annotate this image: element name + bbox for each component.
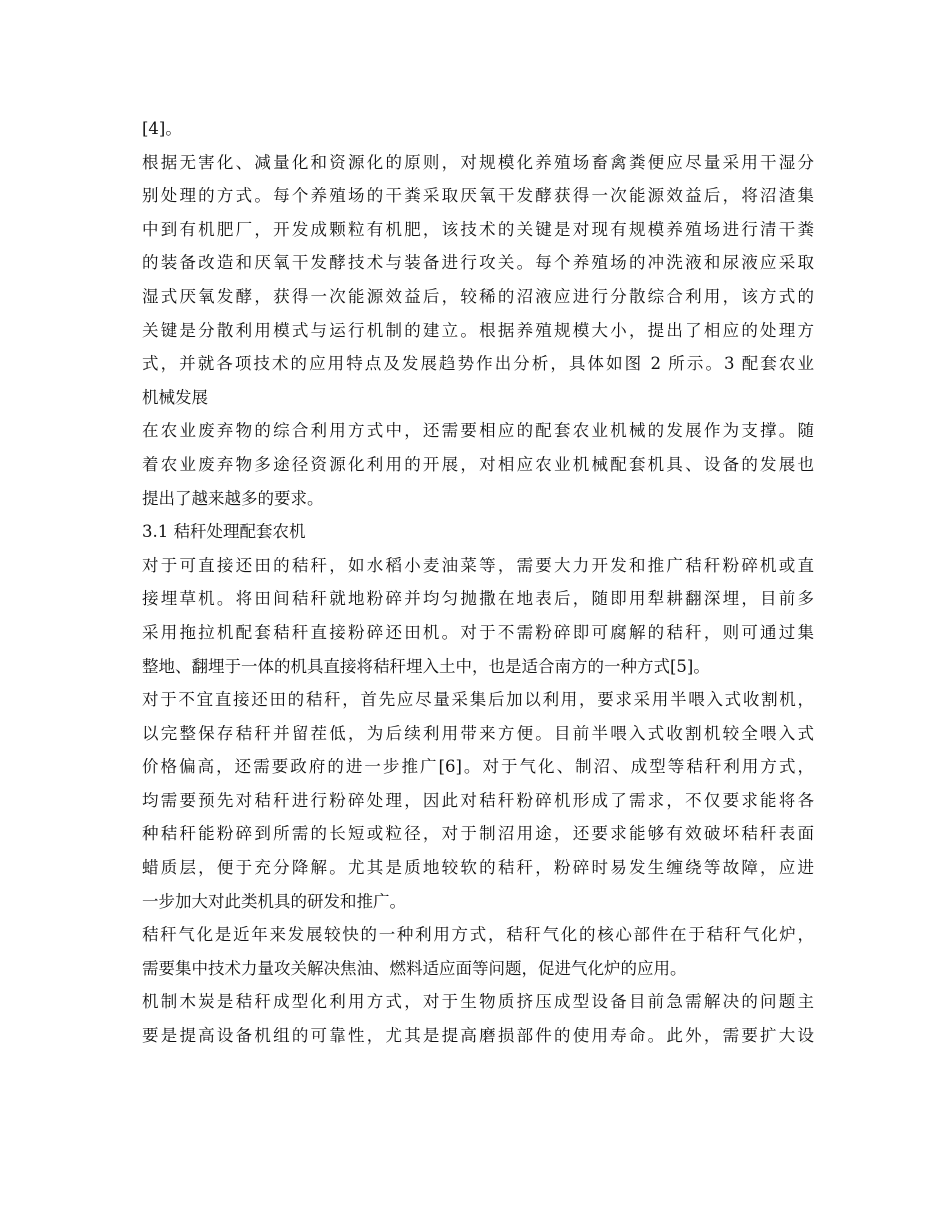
text-line: 接埋草机。将田间秸秆就地粉碎并均匀抛撒在地表后，随即用犁耕翻深埋，目前多 (142, 589, 814, 609)
document-body (142, 112, 814, 1053)
text-line: 机械发展 (142, 387, 208, 407)
text-line: 要是提高设备机组的可靠性，尤其是提高磨损部件的使用寿命。此外，需要扩大设 (142, 1026, 814, 1046)
text-line: 在农业废弃物的综合利用方式中，还需要相应的配套农业机械的发展作为支撑。随 (142, 421, 814, 441)
text-line: 均需要预先对秸秆进行粉碎处理，因此对秸秆粉碎机形成了需求，不仅要求能将各 (142, 790, 814, 810)
text-line: 提出了越来越多的要求。 (142, 488, 324, 508)
text-line: 以完整保存秸秆并留茬低，为后续利用带来方便。目前半喂入式收割机较全喂入式 (142, 723, 814, 743)
text-line: 关键是分散利用模式与运行机制的建立。根据养殖规模大小，提出了相应的处理方 (142, 320, 814, 340)
text-line: 中到有机肥厂，开发成颗粒有机肥，该技术的关键是对现有规模养殖场进行清干粪 (142, 219, 814, 239)
text-line: 3.1 秸秆处理配套农机 (142, 522, 306, 542)
text-line: 对于可直接还田的秸秆，如水稻小麦油菜等，需要大力开发和推广秸秆粉碎机或直 (142, 555, 814, 575)
text-line: 根据无害化、减量化和资源化的原则，对规模化养殖场畜禽粪便应尽量采用干湿分 (142, 152, 814, 172)
text-line: 式，并就各项技术的应用特点及发展趋势作出分析，具体如图 2 所示。3 配套农业 (142, 354, 814, 374)
text-line: 湿式厌氧发酵，获得一次能源效益后，较稀的沼液应进行分散综合利用，该方式的 (142, 286, 814, 306)
text-line: 价格偏高，还需要政府的进一步推广[6]。对于气化、制沼、成型等秸秆利用方式， (142, 757, 814, 777)
text-line: 种秸秆能粉碎到所需的长短或粒径，对于制沼用途，还要求能够有效破坏秸秆表面 (142, 824, 814, 844)
text-line: 整地、翻埋于一体的机具直接将秸秆埋入土中，也是适合南方的一种方式[5]。 (142, 656, 710, 676)
text-line: 别处理的方式。每个养殖场的干粪采取厌氧干发酵获得一次能源效益后，将沼渣集 (142, 186, 814, 206)
text-line: 一步加大对此类机具的研发和推广。 (142, 891, 406, 911)
text-line: 需要集中技术力量攻关解决焦油、燃料适应面等问题，促进气化炉的应用。 (142, 958, 687, 978)
text-line: 采用拖拉机配套秸秆直接粉碎还田机。对于不需粉碎即可腐解的秸秆，则可通过集 (142, 622, 814, 642)
text-line: 秸秆气化是近年来发展较快的一种利用方式，秸秆气化的核心部件在于秸秆气化炉， (142, 925, 814, 945)
text-line: 着农业废弃物多途径资源化利用的开展，对相应农业机械配套机具、设备的发展也 (142, 454, 814, 474)
text-line: 对于不宜直接还田的秸秆，首先应尽量采集后加以利用，要求采用半喂入式收割机， (142, 690, 814, 710)
text-line: [4]。 (142, 119, 182, 138)
text-line: 蜡质层，便于充分降解。尤其是质地较软的秸秆，粉碎时易发生缠绕等故障，应进 (142, 858, 814, 878)
text-line: 的装备改造和厌氧干发酵技术与装备进行攻关。每个养殖场的冲洗液和尿液应采取 (142, 253, 814, 273)
text-line: 机制木炭是秸秆成型化利用方式，对于生物质挤压成型设备目前急需解决的问题主 (142, 992, 814, 1012)
